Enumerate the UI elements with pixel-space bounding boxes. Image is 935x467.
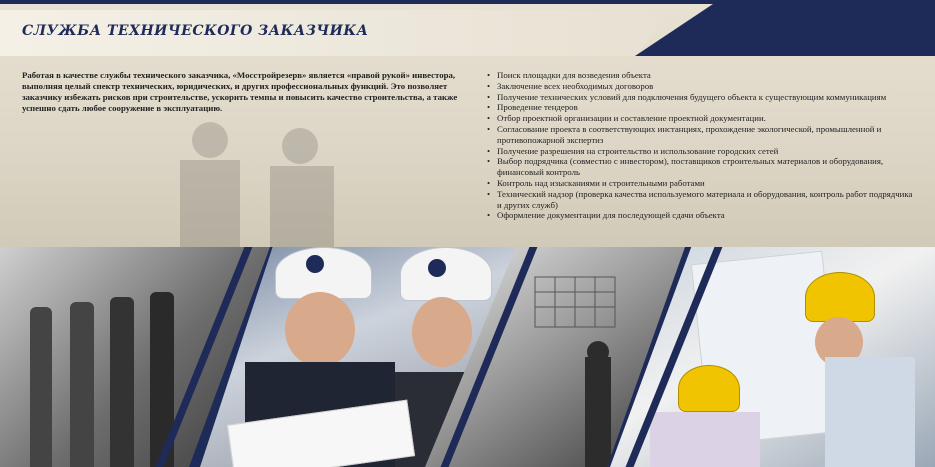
face bbox=[412, 297, 472, 367]
list-item: • Проведение тендеров bbox=[487, 102, 917, 113]
figure bbox=[70, 302, 94, 467]
list-item: • Заключение всех необходимых договоров bbox=[487, 81, 917, 92]
white-helmet bbox=[400, 247, 492, 301]
white-helmet bbox=[275, 247, 372, 299]
list-item: • Согласование проекта в соответствующих инстанциях, прохождение экологической, промышленной и противопожарной экспертиз bbox=[487, 124, 917, 146]
intro-paragraph: Работая в качестве службы технического заказчика, «Мосстройрезерв» является «правой рукой» инвестора, выполняя целый спектр технических, юридических, и других профессиональных функций. Это позволяет заказчику избежать рисков при строительстве, ускорить темпы и повысить качество строительства, а также успешно сдать любое сооружение в эксплуатацию. bbox=[22, 70, 458, 113]
yellow-helmet bbox=[678, 365, 740, 412]
background-photo-workers bbox=[150, 110, 380, 247]
list-item: • Выбор подрядчика (совместно с инвестором), поставщиков строительных материалов и оборудования, финансовый контроль bbox=[487, 156, 917, 178]
services-list bbox=[487, 70, 917, 221]
list-item: • Получение технических условий для подключения будущего объекта к существующим коммуникациям bbox=[487, 92, 917, 103]
face bbox=[285, 292, 355, 367]
figure bbox=[110, 297, 134, 467]
figure bbox=[30, 307, 52, 467]
page-title: СЛУЖБА ТЕХНИЧЕСКОГО ЗАКАЗЧИКА bbox=[22, 23, 369, 39]
list-item: • Получение разрешения на строительство и использование городских сетей bbox=[487, 146, 917, 157]
yellow-helmet bbox=[805, 272, 875, 322]
list-item: • Поиск площадки для возведения объекта bbox=[487, 70, 917, 81]
list-item: • Отбор проектной организации и составление проектной документации. bbox=[487, 113, 917, 124]
photo-collage bbox=[0, 247, 935, 467]
shirt bbox=[825, 357, 915, 467]
company-logo-icon bbox=[428, 259, 446, 277]
shirt bbox=[650, 412, 760, 467]
list-item: • Оформление документации для последующей сдачи объекта bbox=[487, 210, 917, 221]
list-item: • Контроль над изысканиями и строительными работами bbox=[487, 178, 917, 189]
company-logo-icon bbox=[306, 255, 324, 273]
navy-corner-decoration bbox=[635, 0, 935, 56]
list-item: • Технический надзор (проверка качества используемого материала и оборудования, контроль работ подрядчика и других служб) bbox=[487, 189, 917, 211]
